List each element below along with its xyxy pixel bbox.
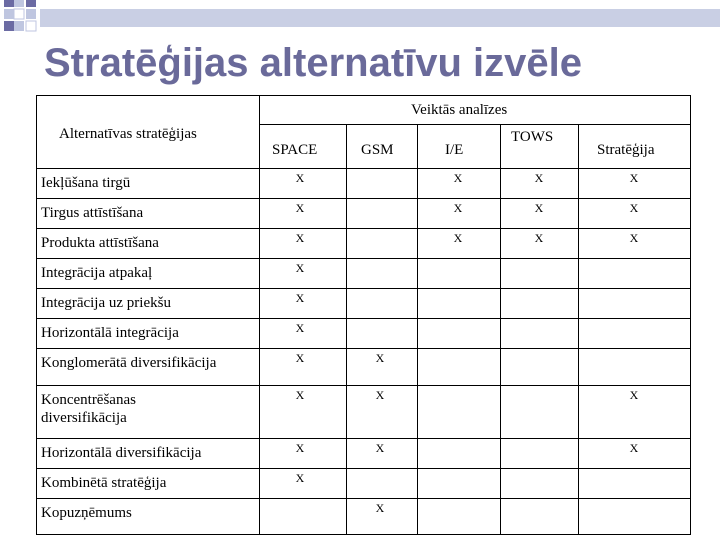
mark-cell: X — [295, 321, 305, 335]
mark-cell: X — [375, 351, 385, 365]
row-label: Horizontālā integrācija — [41, 325, 179, 341]
mark-cell: X — [375, 501, 385, 515]
column-header-space: SPACE — [272, 142, 318, 158]
mark-cell: X — [295, 471, 305, 485]
mark-cell: X — [295, 441, 305, 455]
row-label: Tirgus attīstīšana — [41, 205, 144, 221]
mark-cell: X — [375, 388, 385, 402]
mark-cell: X — [629, 388, 639, 402]
mark-cell: X — [629, 441, 639, 455]
mark-cell: X — [295, 291, 305, 305]
mark-cell: X — [453, 171, 463, 185]
row-label: Konglomerātā diversifikācija — [41, 355, 217, 371]
row-label: Iekļūšana tirgū — [41, 175, 131, 191]
mark-cell: X — [629, 171, 639, 185]
row-label: Integrācija atpakaļ — [41, 265, 153, 281]
column-header-strategy: Stratēģija — [597, 142, 655, 158]
mark-cell: X — [375, 441, 385, 455]
mark-cell: X — [629, 201, 639, 215]
row-label: Horizontālā diversifikācija — [41, 445, 202, 461]
mark-cell: X — [295, 388, 305, 402]
mark-cell: X — [453, 201, 463, 215]
row-label: Kopuzņēmums — [41, 505, 132, 521]
row-label: Produkta attīstīšana — [41, 235, 159, 251]
mark-cell: X — [453, 231, 463, 245]
mark-cell: X — [295, 201, 305, 215]
mark-cell: X — [534, 201, 544, 215]
row-label: diversifikācija — [41, 410, 127, 426]
mark-cell: X — [629, 231, 639, 245]
analyses-group-header: Veiktās analīzes — [411, 102, 508, 118]
mark-cell: X — [534, 171, 544, 185]
mark-cell: X — [295, 171, 305, 185]
mark-cell: X — [295, 261, 305, 275]
mark-cell: X — [295, 231, 305, 245]
column-header-tows: TOWS — [511, 129, 554, 145]
column-header-ie: I/E — [445, 142, 464, 158]
mark-cell: X — [295, 351, 305, 365]
row-label: Kombinētā stratēģija — [41, 475, 167, 491]
row-label: Integrācija uz priekšu — [41, 295, 171, 311]
row-label: Koncentrēšanas — [41, 392, 136, 408]
mark-cell: X — [534, 231, 544, 245]
row-header-alternative-strategies: Alternatīvas stratēģijas — [59, 126, 197, 142]
slide-title: Stratēģijas alternatīvu izvēle — [44, 41, 583, 85]
column-header-gsm: GSM — [361, 142, 394, 158]
